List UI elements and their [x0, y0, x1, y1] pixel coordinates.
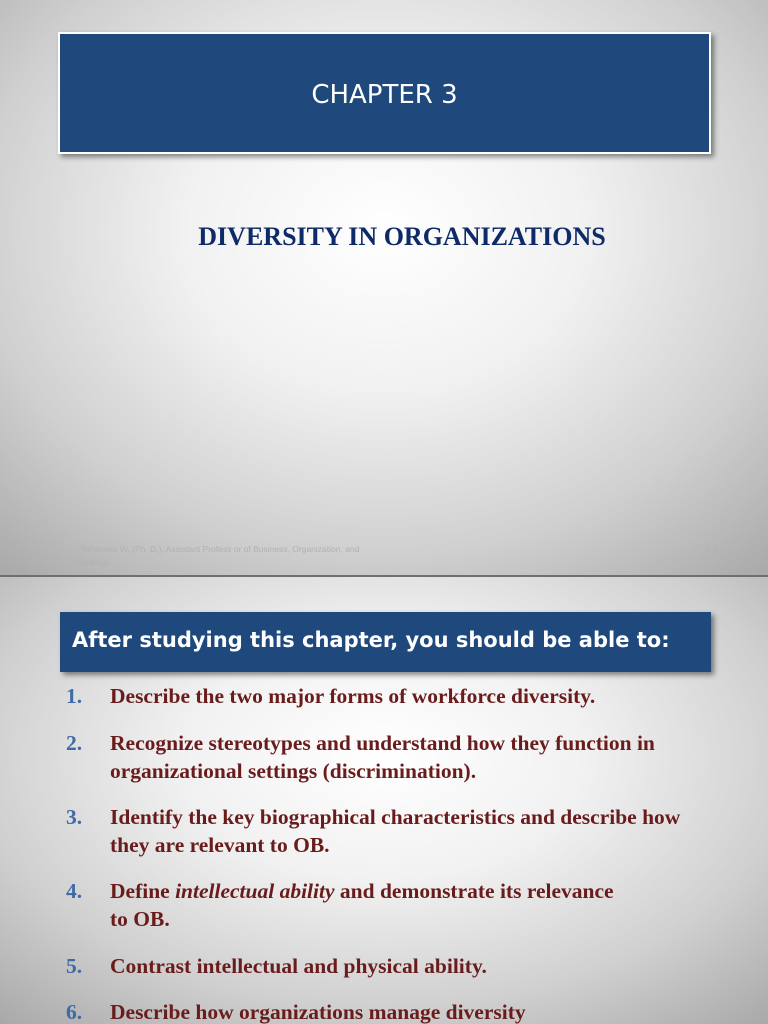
objective-item	[66, 803, 686, 859]
objective-item	[66, 729, 686, 785]
objective-text: Describe the two major forms of workforce diversity.	[110, 684, 596, 708]
objective-item	[66, 998, 756, 1024]
footer-line-1: Yohannes W. (Ph. D.), Assistant Profess or of Business, Organization, and	[80, 544, 360, 554]
objective-item	[66, 952, 756, 980]
objective-item	[66, 877, 626, 933]
objectives-heading: After studying this chapter, you should be able to:	[72, 628, 670, 652]
objective-text: Identify the key biographical characteristics and describe how they are relevant to OB.	[110, 805, 681, 857]
chapter-subtitle: DIVERSITY IN ORGANIZATIONS	[198, 222, 606, 251]
objective-number: 3.	[66, 805, 83, 829]
objective-text	[110, 877, 626, 933]
footer-line-2: Strategy	[78, 557, 110, 567]
slide-number: 2-1	[705, 544, 719, 554]
objective-text: Contrast intellectual and physical ability.	[110, 954, 487, 978]
objective-number: 6.	[66, 1000, 83, 1024]
objective-text: Describe how organizations manage diversity	[110, 1000, 526, 1024]
objective-number: 5.	[66, 954, 83, 978]
slide-footer	[80, 543, 440, 569]
objective-number: 4.	[66, 879, 83, 903]
chapter-title-banner	[58, 32, 711, 154]
objective-number: 1.	[66, 684, 83, 708]
objective-text-part: Define	[110, 879, 176, 903]
objective-text: Recognize stereotypes and understand how they function in organizational settings (discrimination).	[110, 731, 655, 783]
objective-text-part: and demonstrate its relevance to OB.	[110, 879, 614, 931]
chapter-title: CHAPTER 3	[311, 80, 458, 110]
slide-2	[0, 577, 768, 1024]
objective-text-emphasis: intellectual ability	[175, 879, 335, 903]
objective-number: 2.	[66, 731, 83, 755]
objectives-heading-banner	[60, 612, 711, 672]
objective-item	[66, 682, 756, 710]
